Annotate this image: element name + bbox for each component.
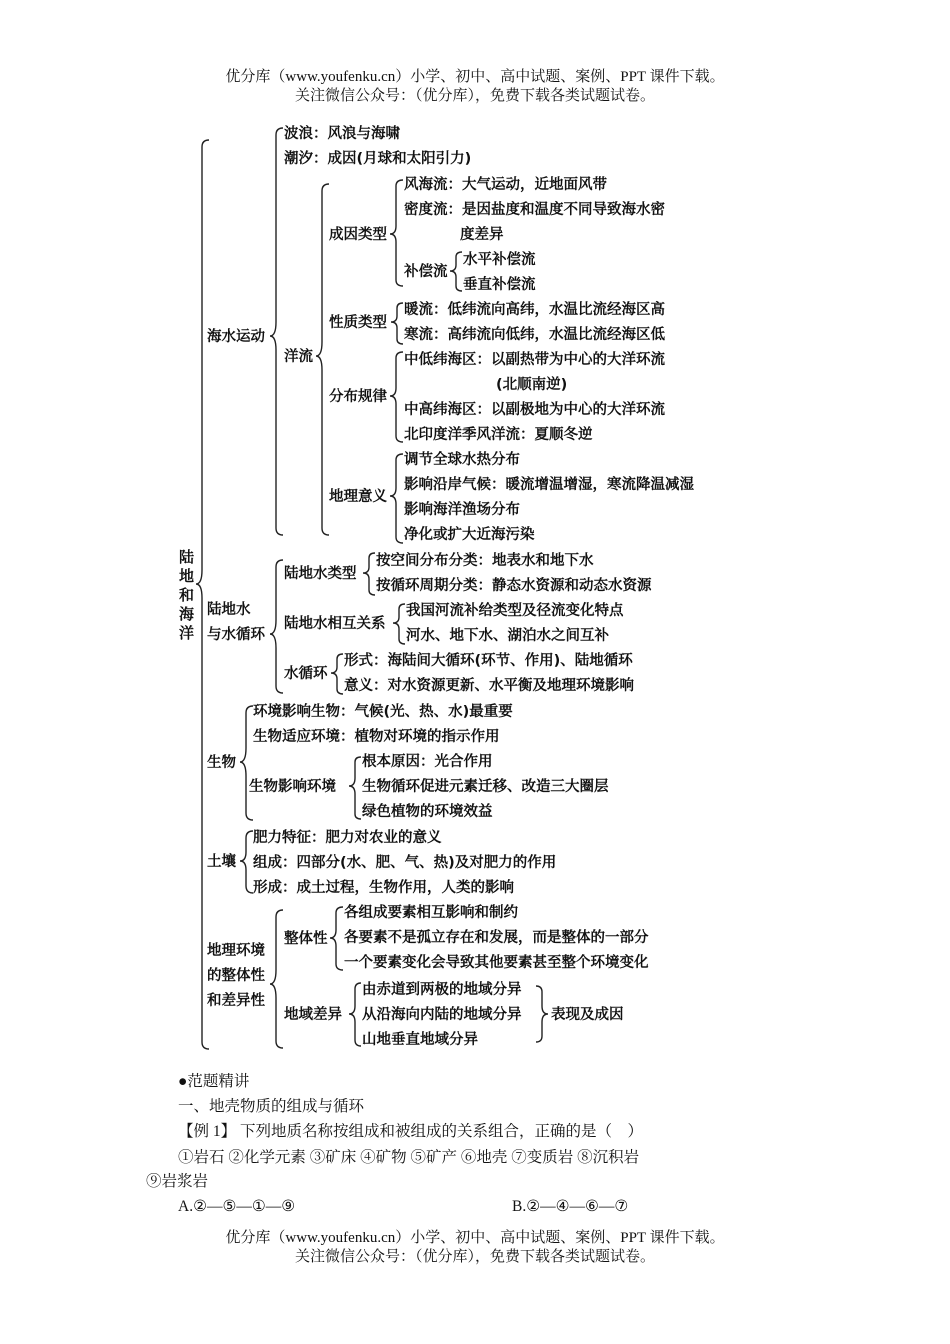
env-label-2: 的整体性 — [207, 968, 265, 984]
diff-b: 从沿海向内陆的地域分异 — [362, 1007, 522, 1023]
bioinf-brace — [349, 757, 361, 819]
diff-right-brace — [536, 986, 548, 1042]
signif-brace — [390, 454, 403, 543]
root-char-5: 洋 — [179, 624, 195, 642]
dist-low-note: (北顺南逆) — [496, 377, 568, 393]
lwrel-brace — [393, 604, 405, 644]
section-bullet: ●范题精讲 — [178, 1073, 250, 1090]
density-current-1: 密度流：是因盐度和温度不同导致海水密 — [404, 202, 665, 218]
option-a: A.②—⑤—①—⑨ — [178, 1198, 296, 1215]
cause-brace — [390, 180, 403, 286]
diff-note: 表现及成因 — [551, 1007, 624, 1023]
dist-label: 分布规律 — [329, 389, 387, 405]
landwater-label-1: 陆地水 — [207, 602, 251, 618]
comp-label: 补偿流 — [404, 264, 448, 280]
current-label: 洋流 — [284, 349, 313, 365]
cause-label: 成因类型 — [329, 227, 387, 243]
nature-brace — [391, 303, 403, 344]
dist-high: 中高纬海区：以副极地为中心的大洋环流 — [404, 402, 665, 418]
cycle-a: 形式：海陆间大循环(环节、作用)、陆地循环 — [344, 653, 633, 669]
bioinf-label: 生物影响环境 — [249, 779, 336, 795]
footer-line-1: 优分库（www.youfenku.cn）小学、初中、高中试题、案例、PPT 课件下载。 — [225, 1230, 725, 1246]
lwtype-a: 按空间分布分类：地表水和地下水 — [376, 553, 594, 569]
whole-label: 整体性 — [284, 931, 328, 947]
root-char-1: 陆 — [179, 548, 195, 566]
cycle-label: 水循环 — [284, 666, 328, 682]
bio-b: 生物适应环境：植物对环境的指示作用 — [253, 729, 500, 745]
soil-c: 形成：成土过程，生物作用，人类的影响 — [253, 880, 514, 896]
cycle-brace — [331, 654, 343, 694]
items-line-2: ⑨岩浆岩 — [146, 1173, 209, 1190]
root-char-3: 和 — [179, 586, 195, 604]
soil-b: 组成：四部分(水、肥、气、热)及对肥力的作用 — [253, 855, 557, 871]
example-label: 【例 1】 — [178, 1123, 237, 1140]
dist-india: 北印度洋季风洋流：夏顺冬逆 — [404, 427, 593, 443]
lwtype-b: 按循环周期分类：静态水资源和动态水资源 — [376, 578, 652, 594]
lwrel-a: 我国河流补给类型及径流变化特点 — [406, 603, 624, 619]
soil-label: 土壤 — [207, 854, 236, 870]
env-label-1: 地理环境 — [207, 943, 265, 959]
lwtype-brace — [363, 553, 375, 595]
signif-a: 调节全球水热分布 — [404, 452, 520, 468]
footer-line-2: 关注微信公众号：（优分库），免费下载各类试题试卷。 — [294, 1249, 655, 1265]
wind-current: 风海流：大气运动，近地面风带 — [404, 177, 607, 193]
root-char-2: 地 — [179, 567, 195, 585]
whole-c: 一个要素变化会导致其他要素甚至整个环境变化 — [344, 955, 649, 971]
landwater-brace — [270, 560, 283, 693]
header-line-1: 优分库（www.youfenku.cn）小学、初中、高中试题、案例、PPT 课件下载。 — [225, 69, 725, 85]
soil-a: 肥力特征：肥力对农业的意义 — [253, 830, 442, 846]
comp-horizontal: 水平补偿流 — [463, 252, 536, 268]
lwrel-b: 河水、地下水、湖泊水之间互补 — [406, 628, 609, 644]
root-char-4: 海 — [179, 605, 195, 623]
signif-label: 地理意义 — [329, 489, 387, 505]
diff-a: 由赤道到两极的地域分异 — [362, 982, 522, 998]
bio-label: 生物 — [207, 755, 236, 771]
header-line-2: 关注微信公众号：（优分库），免费下载各类试题试卷。 — [294, 88, 655, 104]
nature-label: 性质类型 — [329, 315, 387, 331]
diff-c: 山地垂直地域分异 — [362, 1032, 478, 1048]
warm-current: 暖流：低纬流向高纬，水温比流经海区高 — [404, 302, 665, 318]
signif-d: 净化或扩大近海污染 — [404, 527, 535, 543]
option-b: B.②—④—⑥—⑦ — [512, 1198, 629, 1215]
whole-b: 各要素不是孤立存在和发展，而是整体的一部分 — [344, 930, 649, 946]
diff-brace — [349, 983, 361, 1046]
bioinf-a: 根本原因：光合作用 — [362, 754, 493, 770]
bio-brace — [240, 706, 253, 820]
soil-brace — [240, 831, 253, 893]
density-current-2: 度差异 — [460, 227, 504, 243]
cycle-b: 意义：对水资源更新、水平衡及地理环境影响 — [344, 678, 634, 694]
bio-a: 环境影响生物：气候(光、热、水)最重要 — [253, 704, 513, 720]
whole-brace — [330, 907, 343, 970]
signif-b: 影响沿岸气候：暖流增温增湿，寒流降温减湿 — [404, 477, 694, 493]
bioinf-c: 绿色植物的环境效益 — [362, 804, 493, 820]
bioinf-b: 生物循环促进元素迁移、改造三大圈层 — [362, 779, 609, 795]
items-line-1: ①岩石 ②化学元素 ③矿床 ④矿物 ⑤矿产 ⑥地壳 ⑦变质岩 ⑧沉积岩 — [178, 1149, 640, 1166]
root-brace — [196, 140, 209, 1049]
example-line — [178, 1122, 643, 1142]
landwater-label-2: 与水循环 — [207, 627, 265, 643]
dist-brace — [390, 352, 403, 442]
comp-vertical: 垂直补偿流 — [463, 277, 536, 293]
ocean-label: 海水运动 — [207, 329, 265, 345]
env-label-3: 和差异性 — [207, 993, 265, 1009]
example-question: 下列地质名称按组成和被组成的关系组合，正确的是（ ） — [240, 1123, 644, 1140]
signif-c: 影响海洋渔场分布 — [404, 502, 520, 518]
section-heading: 一、地壳物质的组成与循环 — [178, 1098, 365, 1115]
whole-a: 各组成要素相互影响和制约 — [344, 905, 518, 921]
dist-low: 中低纬海区：以副热带为中心的大洋环流 — [404, 352, 665, 368]
current-brace — [316, 184, 329, 535]
lwtype-label: 陆地水类型 — [284, 566, 357, 582]
env-brace — [270, 910, 283, 1048]
comp-brace — [450, 252, 462, 291]
cold-current: 寒流：高纬流向低纬，水温比流经海区低 — [404, 327, 665, 343]
waves-text: 波浪：风浪与海啸 — [284, 126, 400, 142]
lwrel-label: 陆地水相互关系 — [284, 616, 386, 632]
tides-text: 潮汐：成因(月球和太阳引力) — [284, 151, 472, 167]
ocean-brace — [270, 128, 283, 535]
diff-label: 地域差异 — [284, 1007, 342, 1023]
